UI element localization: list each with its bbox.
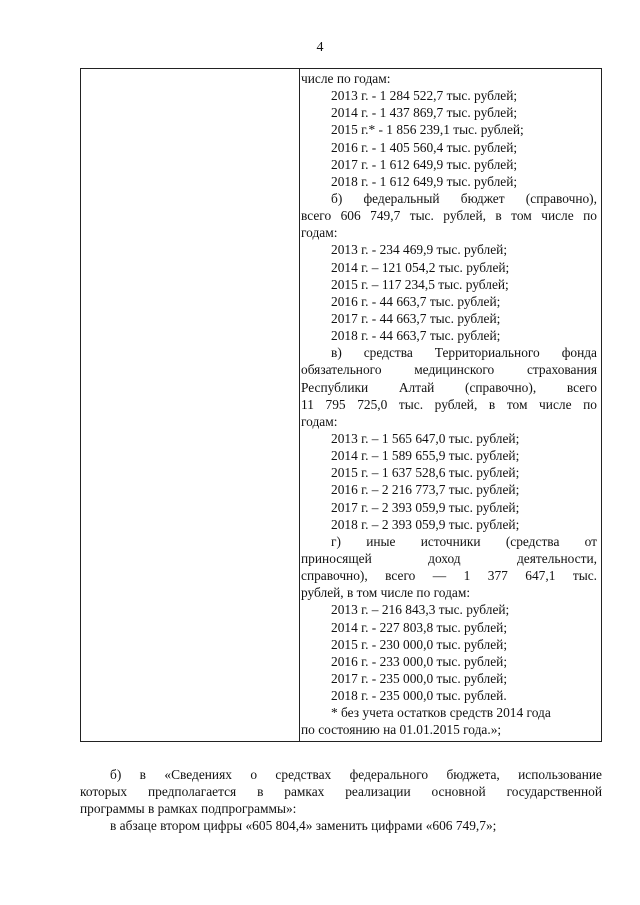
table-text-line: приносящей доход деятельности, xyxy=(301,550,597,566)
table-text-line: в) средства Территориального фонда xyxy=(331,345,597,361)
table-text-line: 2015 г.* - 1 856 239,1 тыс. рублей; xyxy=(331,122,524,138)
table-text-line: рублей, в том числе по годам: xyxy=(301,585,471,601)
table-text-line: всего 606 749,7 тыс. рублей, в том числе по xyxy=(301,208,597,224)
table-text-line: 2018 г. - 44 663,7 тыс. рублей; xyxy=(331,328,501,344)
table-text-line: 2013 г. – 216 843,3 тыс. рублей; xyxy=(331,602,510,618)
table-text-line: годам: xyxy=(301,413,338,429)
table-text-line: числе по годам: xyxy=(301,71,391,86)
table-text-line: 2015 г. – 117 234,5 тыс. рублей; xyxy=(331,276,509,292)
table-text-line: 2014 г. – 1 589 655,9 тыс. рублей; xyxy=(331,448,520,464)
table-text-line: б) федеральный бюджет (справочно), xyxy=(331,190,597,206)
table-text-line: Республики Алтай (справочно), всего xyxy=(301,379,597,395)
table-left-cell xyxy=(81,69,300,741)
table-text-line: справочно), всего — 1 377 647,1 тыс. xyxy=(301,568,597,584)
table-text-line: 2017 г. - 44 663,7 тыс. рублей; xyxy=(331,310,501,326)
table-text-line: 2013 г. - 1 284 522,7 тыс. рублей; xyxy=(331,88,518,104)
table-text-line: г) иные источники (средства от xyxy=(331,533,597,549)
table-text-line: 11 795 725,0 тыс. рублей, в том числе по xyxy=(301,396,597,412)
table-text-line: 2015 г. – 1 637 528,6 тыс. рублей; xyxy=(331,465,520,481)
paragraph-line: в абзаце втором цифры «605 804,4» заменить цифрами «606 749,7»; xyxy=(110,818,497,833)
paragraph-line: программы в рамках подпрограммы»: xyxy=(80,801,297,816)
table-right-cell xyxy=(301,70,597,738)
table-text-line: 2014 г. - 1 437 869,7 тыс. рублей; xyxy=(331,105,518,121)
table-text-line: 2016 г. - 1 405 560,4 тыс. рублей; xyxy=(331,139,518,155)
table-text-line: 2018 г. - 1 612 649,9 тыс. рублей; xyxy=(331,173,518,189)
table-text-line: 2017 г. - 1 612 649,9 тыс. рублей; xyxy=(331,156,518,172)
table-text-line: годам: xyxy=(301,225,338,241)
table-text-line: по состоянию на 01.01.2015 года.»; xyxy=(301,722,502,738)
table-text-line: 2018 г. - 235 000,0 тыс. рублей. xyxy=(331,688,507,704)
table-text-line: 2015 г. - 230 000,0 тыс. рублей; xyxy=(331,636,508,652)
paragraph-line: б) в «Сведениях о средствах федерального бюджета, использование xyxy=(110,767,602,782)
paragraph-line: которых предполагается в рамках реализации основной государственной xyxy=(80,784,602,799)
table-text-line: 2018 г. – 2 393 059,9 тыс. рублей; xyxy=(331,516,520,532)
table-text-line: * без учета остатков средств 2014 года xyxy=(331,705,551,721)
table-text-line: 2016 г. - 44 663,7 тыс. рублей; xyxy=(331,293,501,309)
amendment-text xyxy=(80,766,602,834)
table-text-line: 2016 г. - 233 000,0 тыс. рублей; xyxy=(331,653,508,669)
table-text-line: 2014 г. – 121 054,2 тыс. рублей; xyxy=(331,259,510,275)
table-text-line: 2013 г. – 1 565 647,0 тыс. рублей; xyxy=(331,430,520,446)
table-text-line: обязательного медицинского страхования xyxy=(301,362,597,378)
table-text-line: 2013 г. - 234 469,9 тыс. рублей; xyxy=(331,242,508,258)
table-text-line: 2016 г. – 2 216 773,7 тыс. рублей; xyxy=(331,482,520,498)
page-number: 4 xyxy=(316,40,324,55)
budget-table xyxy=(80,68,602,742)
table-text-line: 2017 г. - 235 000,0 тыс. рублей; xyxy=(331,670,508,686)
table-text-line: 2017 г. – 2 393 059,9 тыс. рублей; xyxy=(331,499,520,515)
table-text-line: 2014 г. - 227 803,8 тыс. рублей; xyxy=(331,619,508,635)
